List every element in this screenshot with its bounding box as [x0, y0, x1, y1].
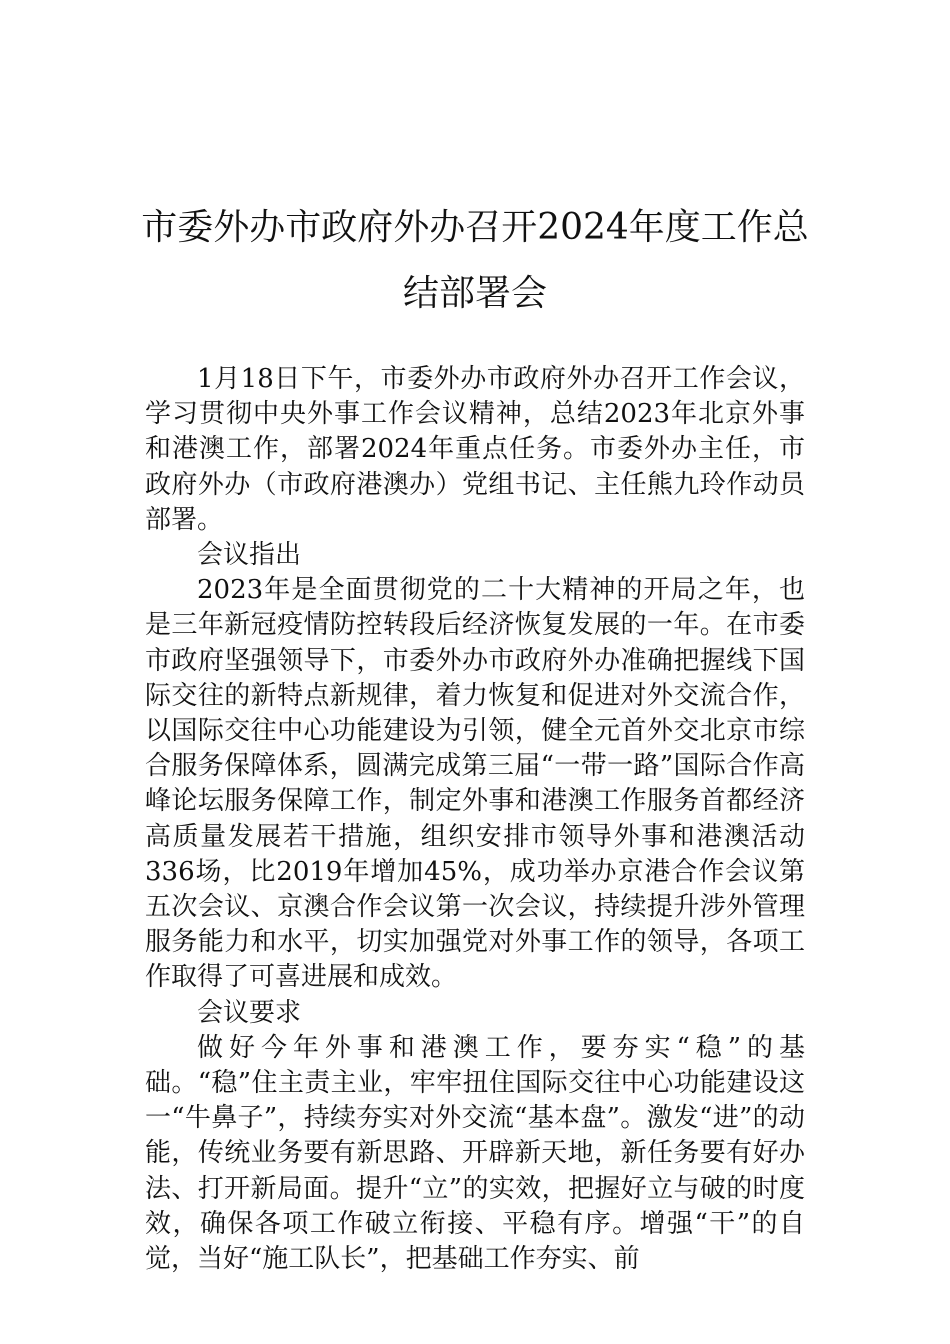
heading-meeting-points: 会议指出 — [197, 540, 302, 571]
paragraph-meeting-intro: 1月18日下午，市委外办市政府外办召开工作会议，学习贯彻中央外事工作会议精神，总结2023年北京外事和港澳工作，部署2024年重点任务。市委外办主任，市政府外办（市政府港澳办）党组书记、主任熊九玲作动员部署。 — [145, 364, 805, 535]
document-body — [145, 362, 805, 1277]
heading-meeting-requirements: 会议要求 — [197, 997, 302, 1028]
paragraph-2023-review: 2023年是全面贯彻党的二十大精神的开局之年，也是三年新冠疫情防控转段后经济恢复发展的一年。在市委市政府坚强领导下，市委外办市政府外办准确把握线下国际交往的新特点新规律，着力恢复和促进对外交流合作，以国际交往中心功能建设为引领，健全元首外交北京市综合服务保障体系，圆满完成第三届“一带一路”国际合作高峰论坛服务保障工作，制定外事和港澳工作服务首都经济高质量发展若干措施，组织安排市领导外事和港澳活动336场，比2019年增加45%，成功举办京港合作会议第五次会议、京澳合作会议第一次会议，持续提升涉外管理服务能力和水平，切实加强党对外事工作的领导，各项工作取得了可喜进展和成效。 — [145, 575, 805, 993]
paragraph-2024-requirements: 做好今年外事和港澳工作，要夯实“稳”的基础。“稳”住主责主业，牢牢扭住国际交往中心功能建设这一“牛鼻子”，持续夯实对外交流“基本盘”。激发“进”的动能，传统业务要有新思路、开辟新天地，新任务要有好办法、打开新局面。提升“立”的实效，把握好立与破的时度效，确保各项工作破立衔接、平稳有序。增强“干”的自觉，当好“施工队长”，把基础工作夯实、前 — [145, 1032, 805, 1275]
document-title: 市委外办市政府外办召开2024年度工作总结部署会 — [141, 207, 809, 314]
